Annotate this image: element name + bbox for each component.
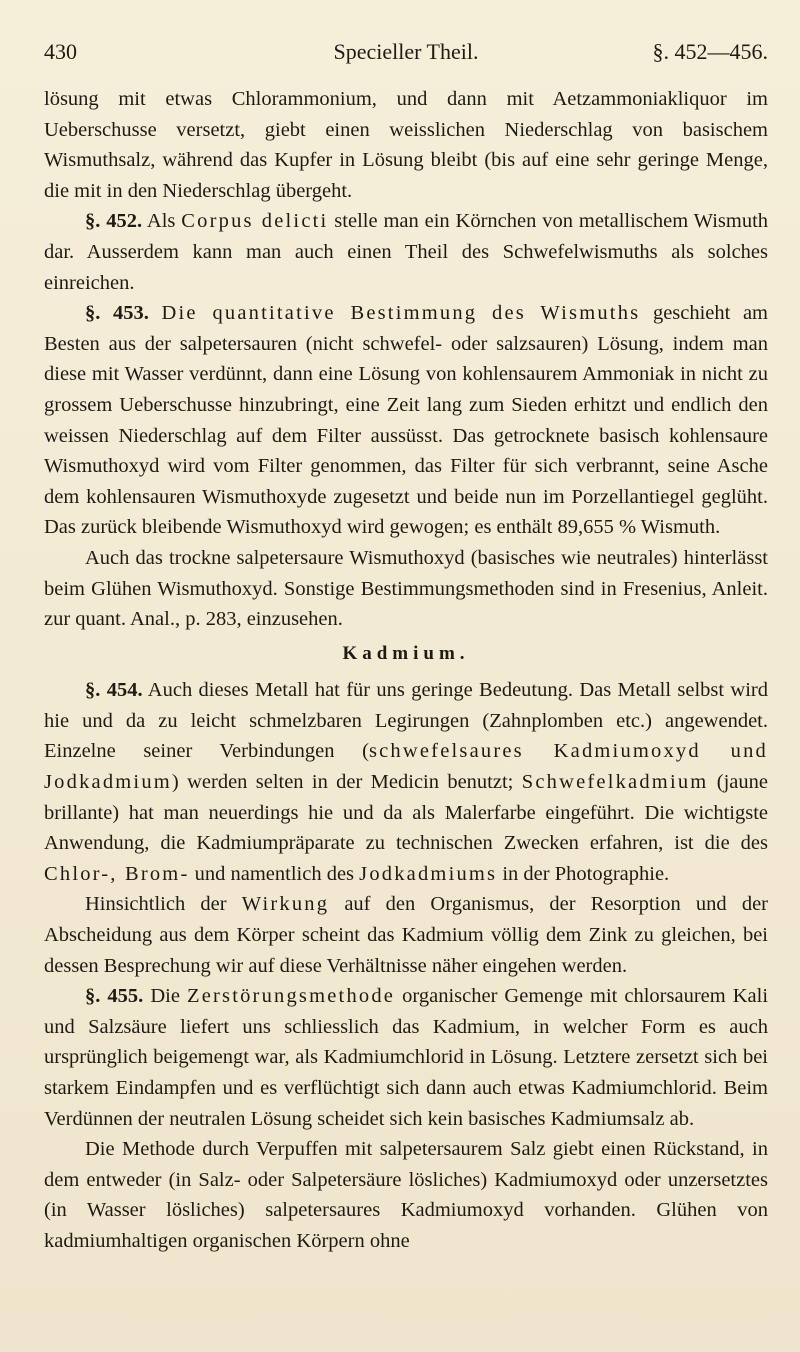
paragraph-454-seg: und namentlich des bbox=[189, 862, 360, 885]
page-number: 430 bbox=[44, 39, 77, 64]
paragraph-454-continued bbox=[44, 889, 768, 981]
section-range: §. 452—456. bbox=[652, 39, 768, 64]
body-text bbox=[44, 84, 768, 1257]
paragraph-454b-seg: auf den Organismus, der Resorption und der Abscheidung aus dem Körper scheint das Kadmium völlig dem Zink zu gleichen, bei dessen Besprechung wir auf diese Verhältnisse näher eingehen werden. bbox=[44, 893, 768, 977]
paragraph-452 bbox=[44, 206, 768, 298]
spaced-term-schwefelsaures-kadmiumoxyd: schwefelsaures Kadmiumoxyd und Jodkadmium bbox=[44, 740, 768, 794]
section-number-452: §. 452. bbox=[85, 210, 143, 233]
paragraph-453 bbox=[44, 298, 768, 543]
paragraph-454b-seg: Hinsichtlich der bbox=[85, 893, 242, 916]
paragraph-455-continued: Die Methode durch Verpuffen mit salpetersaurem Salz giebt einen Rückstand, in dem entweder (in Salz- oder Salpetersäure lösliches) Kadmiumoxyd oder unzersetztes (in Wasser lösliches) salpetersaures Kadmiumoxyd vorhanden. Glühen von kadmiumhaltigen organischen Körpern ohne bbox=[44, 1138, 768, 1252]
page-header bbox=[44, 36, 768, 68]
paragraph-454-seg: Auch dieses Metall hat für uns geringe Bedeutung. Das Metall selbst wird hie und da zu leicht schmelzbaren Legirungen (Zahnplomben etc.) angewendet. Einzelne seiner Verbindungen ( bbox=[44, 679, 768, 763]
section-heading-kadmium: Kadmium. bbox=[342, 642, 470, 664]
paragraph-453-text: geschieht am Besten aus der salpetersauren (nicht schwefel- oder salzsauren) Lösung, indem man diese mit Wasser verdünnt, dann eine Lösung von kohlensaurem Ammoniak in nicht zu grossem Ueberschusse hinzubringt, eine Zeit lang zum Sieden erhitzt und endlich den weissen Niederschlag auf dem Filter aussüsst. Das getrocknete basisch kohlensaure Wismuthoxyd wird vom Filter genommen, das Filter für sich verbrannt, seine Asche dem kohlensauren Wismuthoxyde zugesetzt und beide nun im Porzellantiegel geglüht. Das zurück bleibende Wismuthoxyd wird gewogen; es enthält 89,655 % Wismuth. bbox=[44, 302, 769, 539]
paragraph-454-seg: (jaune brillante) hat man neuerdings hie und da als Malerfarbe eingeführt. Die wichtigste Anwendung, die Kadmiumpräparate zu technischen Zwecken erfahren, ist die des bbox=[44, 771, 768, 855]
section-number-453: §. 453. bbox=[85, 302, 149, 325]
spaced-term-corpus-delicti: Corpus delicti bbox=[181, 210, 329, 233]
spaced-term-wirkung: Wirkung bbox=[241, 893, 330, 916]
paragraph-454-seg: ) werden selten in der Medicin benutzt; bbox=[171, 771, 522, 794]
paragraph-454 bbox=[44, 675, 768, 889]
paragraph-452-text: stelle man ein Körnchen von metallischem Wismuth dar. Ausserdem kann man auch einen Theil des Schwefelwismuths als solches einreichen. bbox=[44, 210, 769, 294]
spaced-term-quantitative-bestimmung: Die quantitative Bestimmung des Wismuths bbox=[161, 302, 641, 325]
running-title: Specieller Theil. bbox=[333, 39, 479, 64]
paragraph-454-seg: in der Photographie. bbox=[497, 862, 670, 885]
paragraph-453-continued: Auch das trockne salpetersaure Wismuthoxyd (basisches wie neutrales) hinterlässt beim Glühen Wismuthoxyd. Sonstige Bestimmungsmethoden sind in Fresenius, Anleit. zur quant. Anal., p. 283, einzusehen. bbox=[44, 546, 768, 631]
paragraph-continuation: lösung mit etwas Chlorammonium, und dann mit Aetzammoniakliquor im Ueberschusse versetzt, giebt einen weisslichen Niederschlag von basischem Wismuthsalz, während das Kupfer in Lösung bleibt (bis auf eine sehr geringe Menge, die mit in den Niederschlag übergeht. bbox=[44, 88, 768, 202]
section-number-454: §. 454. bbox=[85, 679, 143, 702]
spaced-term-chlor-brom: Chlor-, Brom- bbox=[44, 862, 190, 885]
spaced-term-schwefelkadmium: Schwefelkadmium bbox=[521, 771, 709, 794]
paragraph-455-seg: organischer Gemenge mit chlorsaurem Kali und Salzsäure liefert uns schliesslich das Kadmium, in welcher Form es auch ursprünglich beigemengt war, als Kadmiumchlorid in Lösung. Letztere zersetzt sich bei starkem Eindampfen und es verflüchtigt sich dann auch etwas Kadmiumchlorid. Beim Verdünnen der neutralen Lösung scheidet sich kein basisches Kadmiumsalz ab. bbox=[44, 985, 769, 1130]
section-number-455: §. 455. bbox=[85, 985, 144, 1008]
spaced-term-jodkadmiums: Jodkadmiums bbox=[359, 862, 498, 885]
paragraph-452-lead: Als bbox=[146, 210, 176, 233]
paragraph-455-seg: Die bbox=[150, 985, 187, 1008]
paragraph-455 bbox=[44, 981, 768, 1134]
spaced-term-zerstoerungsmethode: Zerstörungsmethode bbox=[186, 985, 396, 1008]
